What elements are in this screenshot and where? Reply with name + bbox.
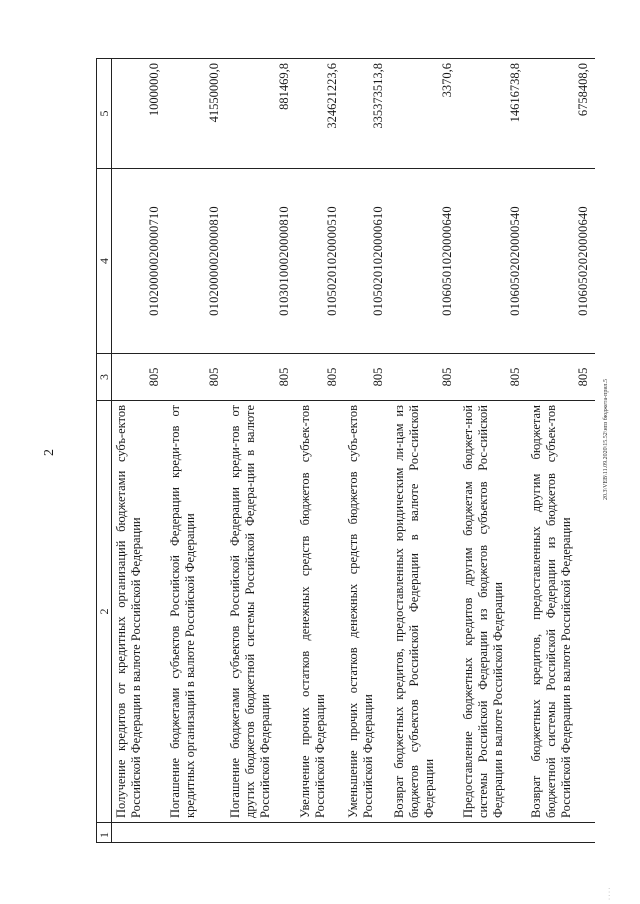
row-kbk: 01050201020000610 — [344, 169, 390, 354]
row-kbk: 01060502020000540 — [459, 169, 527, 354]
row-amount: 14616738,8 — [459, 59, 527, 169]
table-row — [226, 59, 296, 843]
row-name: Погашение бюджетами субъектов Российской Федерации креди-тов от кредитных организаций в валюте Российской Федерации — [166, 401, 226, 823]
row-index-cell — [527, 823, 595, 843]
row-name: Получение кредитов от кредитных организаций бюджетами субъ-ектов Российской Федерации в валюте Российской Федерации — [112, 401, 167, 823]
table-row — [296, 59, 344, 843]
row-amount: 324621223,6 — [296, 59, 344, 169]
row-amount: 6758408,0 — [527, 59, 595, 169]
row-amount: 881469,8 — [226, 59, 296, 169]
row-amount: 41550000,0 — [166, 59, 226, 169]
row-code: 805 — [390, 354, 459, 401]
header-col-1: 1 — [97, 823, 112, 843]
row-code: 805 — [344, 354, 390, 401]
page-number: 2 — [42, 449, 57, 456]
row-name: Возврат бюджетных кредитов, предоставленных юридическим ли-цам из бюджетов субъектов Российской Федерации в валюте Рос-сийской Федерации — [390, 401, 459, 823]
row-index-cell — [344, 823, 390, 843]
footer-note: 20.3\VEB\11.09.2020\15.52\нпз бюджета-прил.5 — [603, 378, 609, 500]
header-col-5: 5 — [97, 59, 112, 169]
row-amount: 3370,6 — [390, 59, 459, 169]
row-name: Предоставление бюджетных кредитов другим бюджетам бюджет-ной системы Российской Федерации из бюджетов субъектов Рос-сийской Федерации в валюте Российской Федерации — [459, 401, 527, 823]
row-index-cell — [166, 823, 226, 843]
row-code: 805 — [527, 354, 595, 401]
row-kbk: 01050201020000510 — [296, 169, 344, 354]
row-code: 805 — [296, 354, 344, 401]
row-code: 805 — [459, 354, 527, 401]
table-row — [459, 59, 527, 843]
row-kbk: 01020000020000810 — [166, 169, 226, 354]
table-row — [112, 59, 167, 843]
row-kbk: 01060502020000640 — [527, 169, 595, 354]
row-index-cell — [390, 823, 459, 843]
row-code: 805 — [112, 354, 167, 401]
row-name: Уменьшение прочих остатков денежных средств бюджетов субъ-ектов Российской Федерации — [344, 401, 390, 823]
header-col-2: 2 — [97, 401, 112, 823]
row-name: Погашение бюджетами субъектов Российской Федерации креди-тов от других бюджетов бюджетной системы Российской Федера-ции в валюте Российской Федерации — [226, 401, 296, 823]
row-index-cell — [459, 823, 527, 843]
row-code: 805 — [166, 354, 226, 401]
row-amount: 335373513,8 — [344, 59, 390, 169]
table-row — [344, 59, 390, 843]
row-amount: 1000000,0 — [112, 59, 167, 169]
row-kbk: 01020000020000710 — [112, 169, 167, 354]
row-name: Возврат бюджетных кредитов, предоставленных другим бюджетам бюджетной системы Российской Федерации из бюджетов субъек-тов Российской Федерации в валюте Российской Федерации — [527, 401, 595, 823]
row-name: Увеличение прочих остатков денежных средств бюджетов субъек-тов Российской Федерации — [296, 401, 344, 823]
row-index-cell — [112, 823, 167, 843]
row-code: 805 — [226, 354, 296, 401]
row-index-cell — [226, 823, 296, 843]
header-col-3: 3 — [97, 354, 112, 401]
budget-table — [96, 58, 595, 843]
table-row — [527, 59, 595, 843]
table-header-row — [97, 59, 112, 843]
row-kbk: 01030100020000810 — [226, 169, 296, 354]
header-col-4: 4 — [97, 169, 112, 354]
table-row — [390, 59, 459, 843]
row-index-cell — [296, 823, 344, 843]
scan-mark: · · · · — [607, 887, 613, 900]
table-row — [166, 59, 226, 843]
row-kbk: 01060501020000640 — [390, 169, 459, 354]
rotated-table-container — [96, 59, 590, 843]
